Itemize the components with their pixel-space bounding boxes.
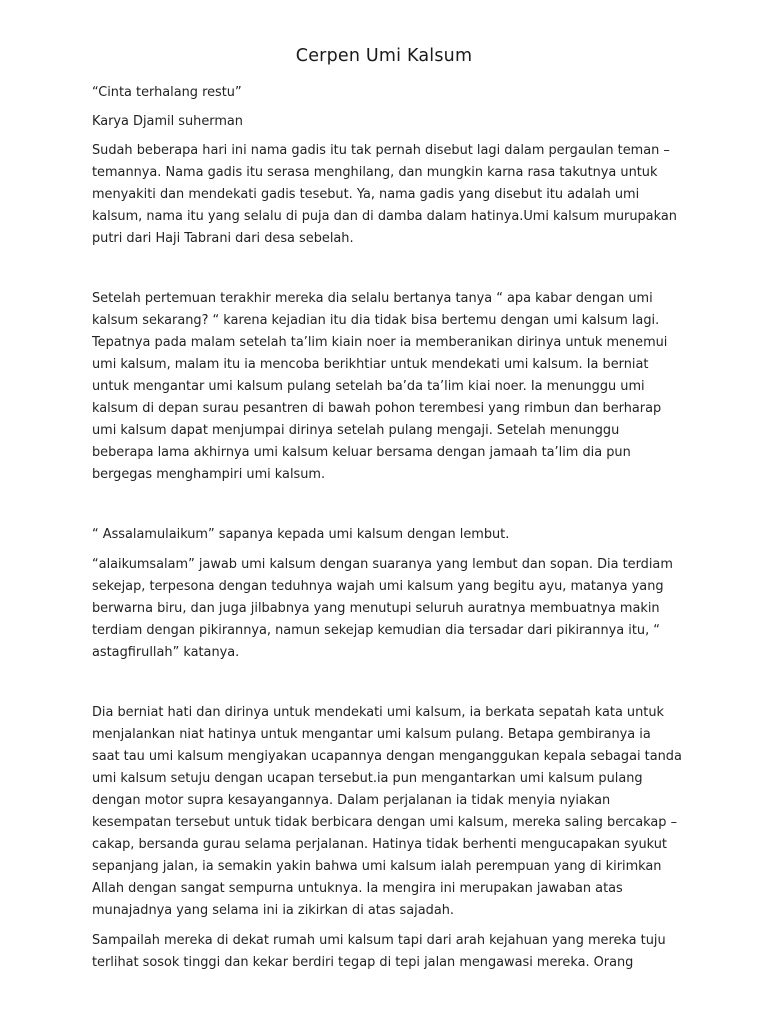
paragraph-3: “ Assalamulaikum” sapanya kepada umi kalsum dengan lembut. bbox=[92, 527, 510, 542]
document-title: Cerpen Umi Kalsum bbox=[295, 46, 473, 66]
story-subtitle: “Cinta terhalang restu” bbox=[92, 85, 242, 100]
paragraph-5: Dia berniat hati dan dirinya untuk mendekati umi kalsum, ia berkata sepatah kata untuk menjalankan niat hatinya untuk mengantar umi kalsum pulang. Betapa gembiranya ia saat tau umi kalsum mengiyakan ucapannya dengan menganggukan kepala sebagai tanda umi kalsum setuju dengan ucapan tersebut.ia pun mengantarkan umi kalsum pulang dengan motor supra kesayangannya. Dalam perjalanan ia tidak menyia nyiakan kesempatan tersebut untuk tidak berbicara dengan umi kalsum, mereka saling bercakap – cakap, bersanda gurau selama perjalanan. Hatinya tidak berhenti mengucapakan syukut sepanjang jalan, ia semakin yakin bahwa umi kalsum ialah perempuan yang di kirimkan Allah dengan sangat sempurna untuknya. Ia mengira ini merupakan jawaban atas munajadnya yang selama ini ia zikirkan di atas sajadah. bbox=[92, 705, 682, 918]
paragraph-4: “alaikumsalam” jawab umi kalsum dengan suaranya yang lembut dan sopan. Dia terdiam sekejap, terpesona dengan teduhnya wajah umi kalsum yang begitu ayu, matanya yang berwarna biru, dan juga jilbabnya yang menutupi seluruh auratnya membuatnya makin terdiam dengan pikirannya, namun sekejap kemudian dia tersadar dari pikirannya itu, “ astagfirullah” katanya. bbox=[92, 557, 673, 660]
paragraph-2: Setelah pertemuan terakhir mereka dia selalu bertanya tanya “ apa kabar dengan umi kalsum sekarang? “ karena kejadian itu dia tidak bisa bertemu dengan umi kalsum lagi. Tepatnya pada malam setelah ta’lim kiain noer ia memberanikan dirinya untuk menemui umi kalsum, malam itu ia mencoba berikhtiar untuk mendekati umi kalsum. Ia berniat untuk mengantar umi kalsum pulang setelah ba’da ta’lim kiai noer. Ia menunggu umi kalsum di depan surau pesantren di bawah pohon terembesi yang rimbun dan berharap umi kalsum dapat menjumpai dirinya setelah pulang mengaji. Setelah menunggu beberapa lama akhirnya umi kalsum keluar bersama dengan jamaah ta’lim dia pun bergegas menghampiri umi kalsum. bbox=[92, 291, 668, 482]
document-body bbox=[92, 82, 682, 982]
paragraph-6: Sampailah mereka di dekat rumah umi kalsum tapi dari arah kejahuan yang mereka tuju terlihat sosok tinggi dan kekar berdiri tegap di tepi jalan mengawasi mereka. Orang bbox=[92, 933, 666, 970]
story-author: Karya Djamil suherman bbox=[92, 114, 243, 129]
paragraph-1: Sudah beberapa hari ini nama gadis itu tak pernah disebut lagi dalam pergaulan teman – temannya. Nama gadis itu serasa menghilang, dan mungkin karna rasa takutnya untuk menyakiti dan mendekati gadis tesebut. Ya, nama gadis yang disebut itu adalah umi kalsum, nama itu yang selalu di puja dan di damba dalam hatinya.Umi kalsum murupakan putri dari Haji Tabrani dari desa sebelah. bbox=[92, 143, 677, 246]
